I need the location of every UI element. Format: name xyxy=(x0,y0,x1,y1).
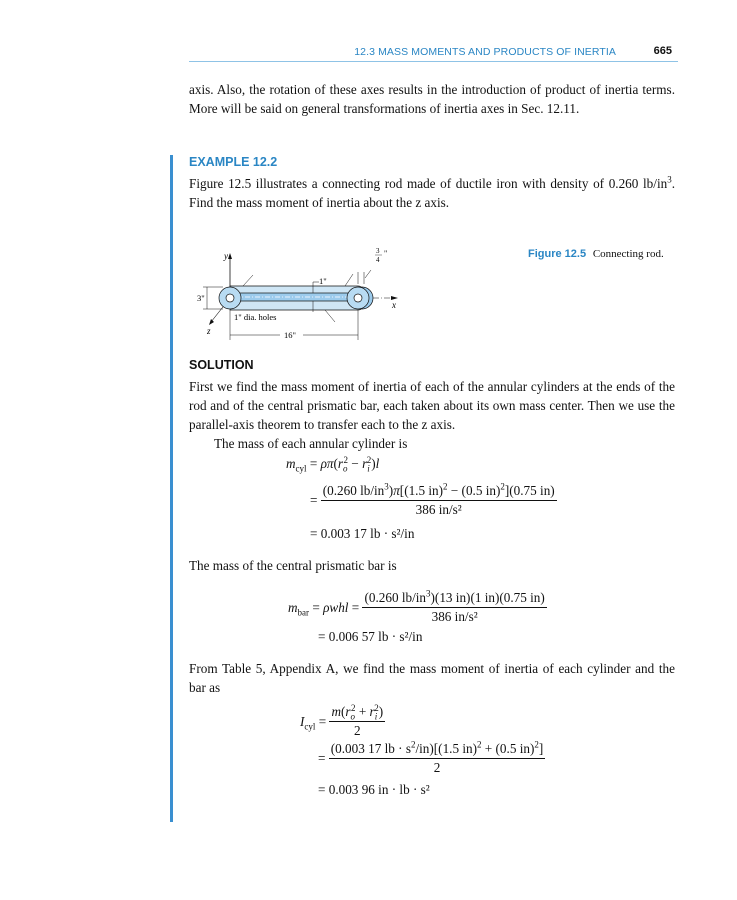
bar-height-label: 1" xyxy=(319,276,327,286)
z-axis-label: z xyxy=(207,326,211,336)
running-header xyxy=(189,44,678,62)
bar-intro-paragraph xyxy=(189,556,675,575)
eq-mbar: $m_{bar} = \rho whl$ = $\frac{(0.260 lb/in^3)(13 in)(1 in)(0.75 in)}{\text{386 in/s²}}$ xyxy=(288,588,545,624)
eq-mcyl-substitution: = $\frac{(0.260 lb/in^3)\pi[(1.5 in)^2 - (0.5 in)^2](0.75 in)}{\text{386 in/s²}}$ xyxy=(310,481,555,517)
table-line-1: From Table 5, Appendix A, we find the mass moment of inertia of each cylinder and the xyxy=(189,661,675,676)
solution-paragraph xyxy=(189,377,675,453)
figure-number: Figure 12.5 xyxy=(528,248,587,260)
example-margin-bar xyxy=(170,155,173,822)
eq-icyl-substitution: = $\frac{(0.003 17 lb \cdot s^2/in)[(1.5 in)^2 + (0.5 in)^2]}{2}$ xyxy=(318,739,544,775)
mbar-denominator: 386 in/s² xyxy=(431,609,478,624)
statement-line-1: Figure 12.5 illustrates a connecting rod made of ductile iron with density of 0.260 $lb/in^3$. xyxy=(189,174,675,191)
thickness-unit: " xyxy=(384,249,388,258)
statement-line-2: Find the mass moment of inertia about the z axis. xyxy=(189,195,450,210)
solution-line-2: rod and of the central prismatic bar, each taken about its own mass center. Then we use the xyxy=(189,398,675,413)
eq-icyl-definition: $I_{cyl}$ = $\frac{m(r_o^2 + r_i^2)}{2}$ xyxy=(300,702,384,738)
end-height-label: 3" xyxy=(197,293,205,303)
intro-paragraph xyxy=(189,80,675,118)
mcyl-denominator: 386 in/s² xyxy=(415,502,462,517)
header-section-title: 12.3 MASS MOMENTS AND PRODUCTS OF INERTIA xyxy=(354,46,616,58)
page-number: 665 xyxy=(653,45,672,57)
thickness-den: 4 xyxy=(376,256,380,264)
example-statement xyxy=(189,174,675,212)
figure-caption xyxy=(528,248,664,260)
length-label: 16" xyxy=(284,330,296,340)
eq-icyl-result: = 0.003 96 in · lb · s² xyxy=(318,782,430,797)
intro-line-2: More will be said on general transformations of inertia axes in Sec. 12.11. xyxy=(189,101,580,116)
thickness-num: 3 xyxy=(376,247,380,255)
table-paragraph xyxy=(189,659,675,697)
holes-label: 1" dia. holes xyxy=(234,312,277,322)
header-rule xyxy=(189,61,678,62)
solution-line-1: First we find the mass moment of inertia of each of the annular cylinders at the ends of the xyxy=(189,379,675,394)
y-axis-label: y xyxy=(224,251,228,261)
icyl-sub-denominator: 2 xyxy=(433,760,441,775)
solution-line-4: The mass of each annular cylinder is xyxy=(214,436,408,451)
example-title: EXAMPLE 12.2 xyxy=(189,155,278,169)
solution-line-3: parallel-axis theorem to transfer each to the z axis. xyxy=(189,417,456,432)
x-axis-label: x xyxy=(392,300,396,310)
eq-mcyl-result: = 0.003 17 lb · s²/in xyxy=(310,526,415,541)
table-line-2: bar as xyxy=(189,680,221,695)
intro-line-1: axis. Also, the rotation of these axes results in the introduction of product of inertia terms. xyxy=(189,82,675,97)
solution-title: SOLUTION xyxy=(189,358,254,372)
eq-mbar-result: = 0.006 57 lb · s²/in xyxy=(318,629,423,644)
bar-intro-line: The mass of the central prismatic bar is xyxy=(189,558,397,573)
eq-mcyl-definition: $m_{cyl} = \rho\pi(r_o^2 - r_i^2)l$ xyxy=(286,454,380,474)
connecting-rod-figure xyxy=(195,242,410,340)
figure-caption-text: Connecting rod. xyxy=(592,248,664,260)
icyl-denominator: 2 xyxy=(353,723,361,738)
